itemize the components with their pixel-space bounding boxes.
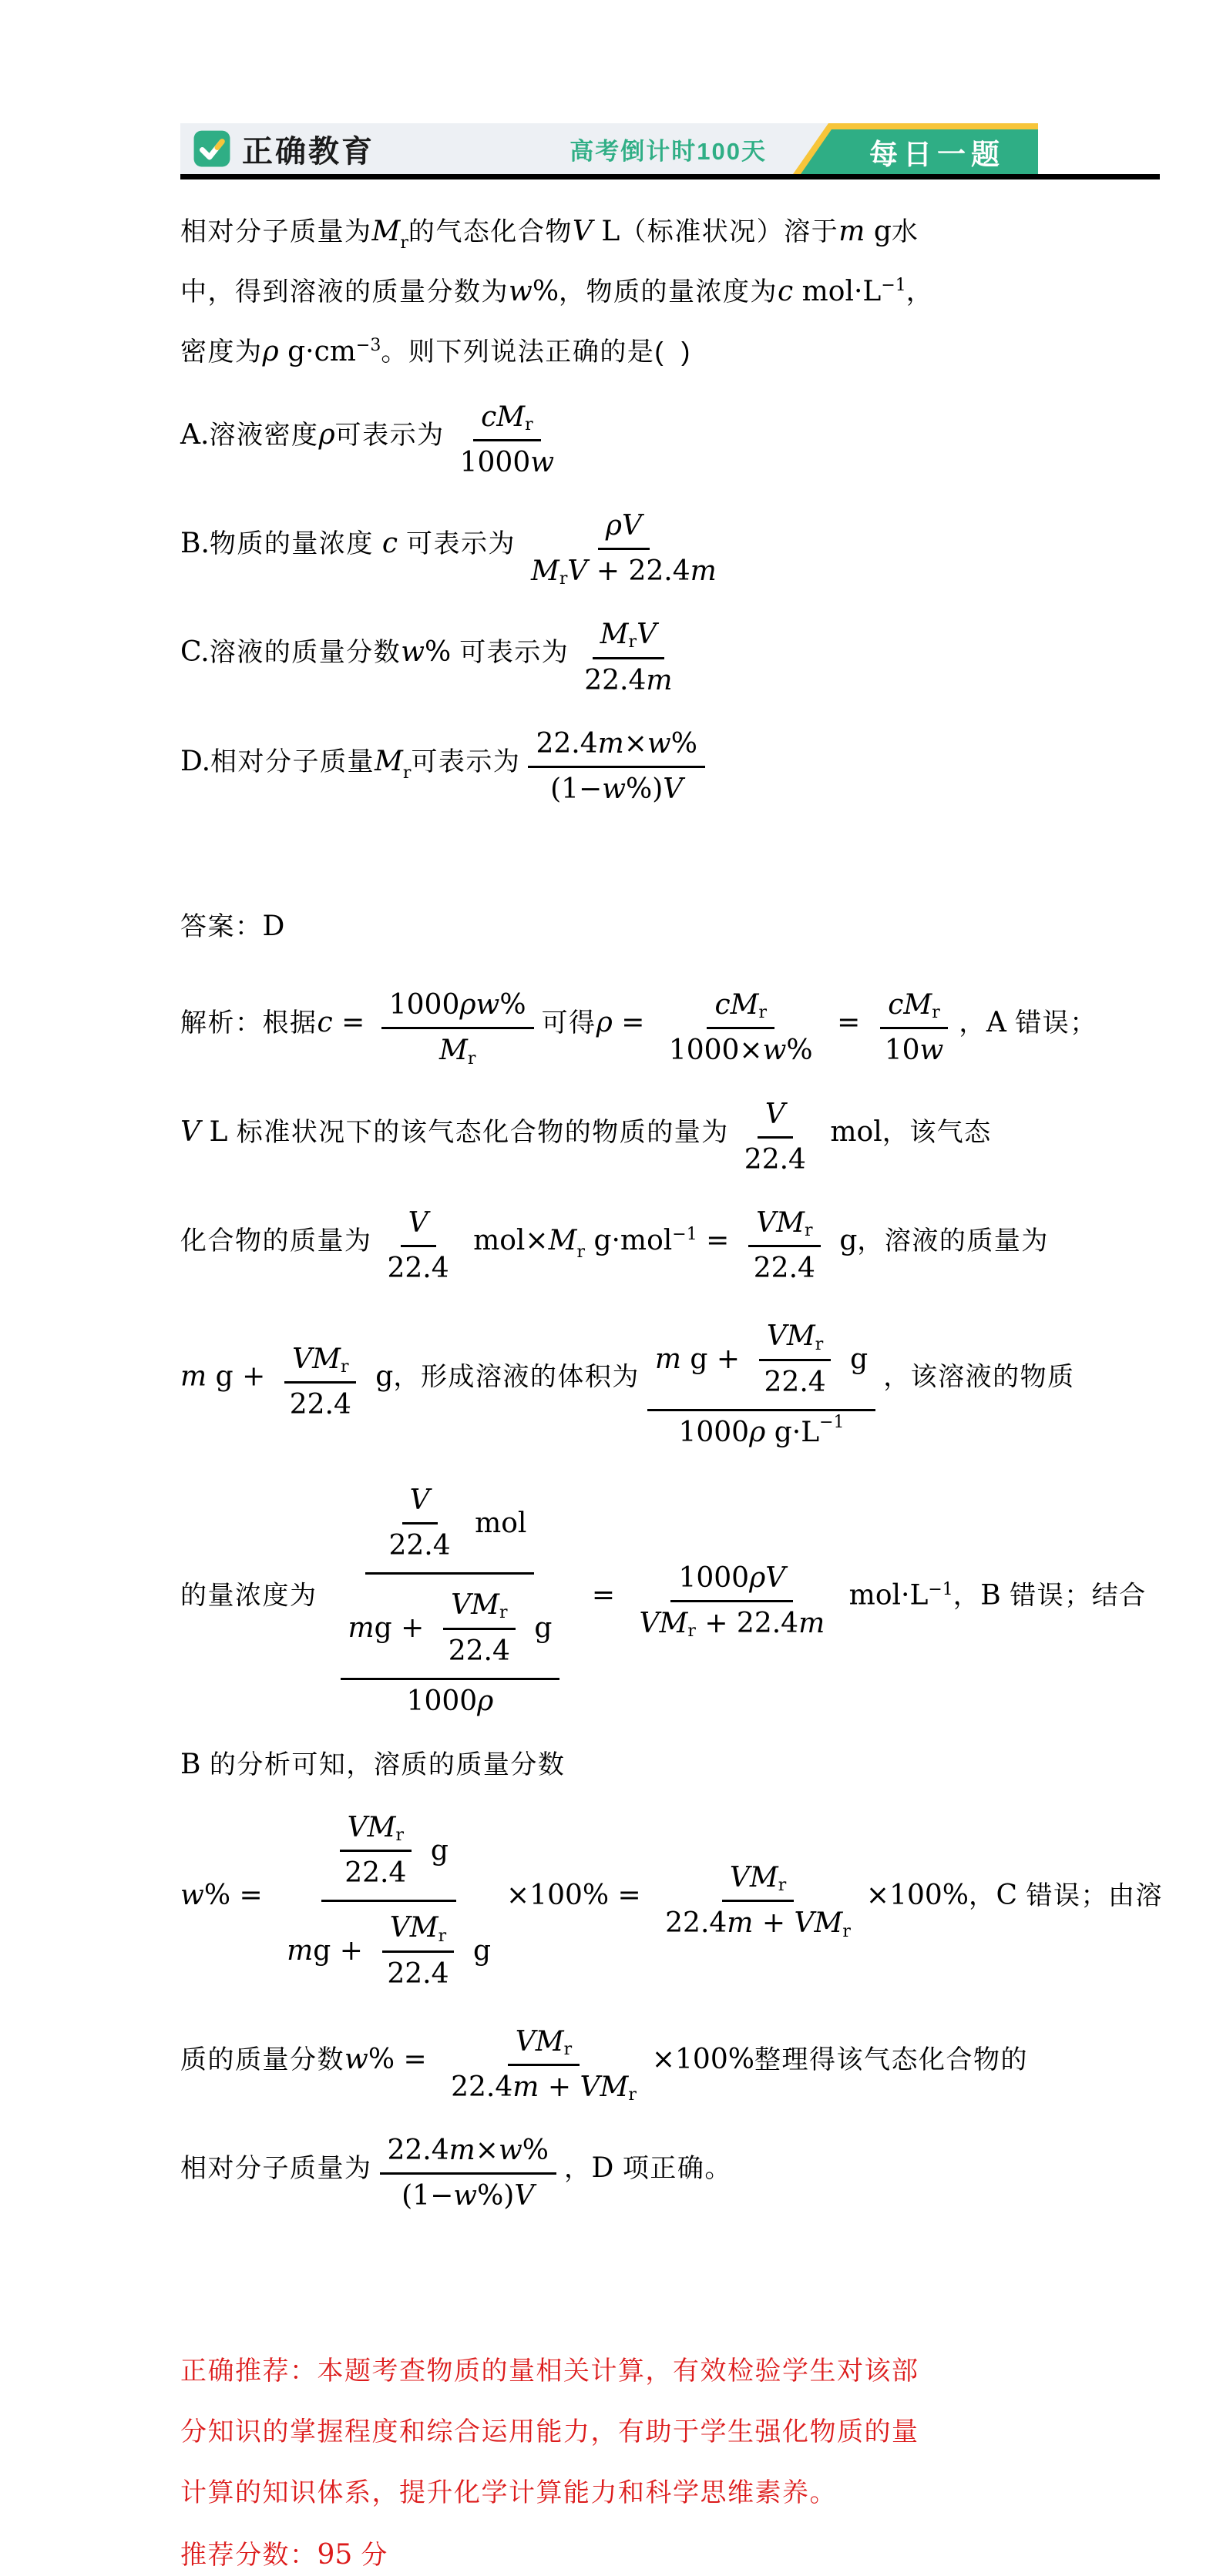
question-line <box>180 332 1049 372</box>
text-segment: 的量浓度为 <box>180 1581 318 1611</box>
text-segment: r <box>559 569 568 589</box>
text-segment: 22.4 <box>289 1389 351 1421</box>
text-segment: 水 <box>891 217 919 247</box>
text-segment: 物质的量浓度 <box>209 528 382 558</box>
text-segment: V <box>764 1098 785 1130</box>
text-segment: M <box>786 1320 815 1353</box>
text-segment: V <box>639 1607 660 1639</box>
text-segment: M <box>600 2071 629 2103</box>
text-segment: r <box>687 1622 696 1642</box>
text-segment: −1 <box>881 276 906 296</box>
text-segment: (1− <box>550 773 603 805</box>
text-segment: M <box>814 1907 843 1940</box>
text-segment: V <box>572 216 593 247</box>
text-segment: 22.4 <box>388 1530 451 1562</box>
text-segment: w <box>475 989 500 1021</box>
text-segment: r <box>628 632 637 652</box>
text-segment: V <box>389 1912 410 1944</box>
text-segment: M <box>438 1035 468 1067</box>
fraction <box>341 1579 560 1723</box>
text-segment: m <box>646 664 673 696</box>
text-segment: % = <box>203 1880 272 1912</box>
text-segment: 22.4 <box>764 1366 826 1398</box>
text-segment: 22.4 <box>344 1857 407 1890</box>
text-segment: w <box>602 773 627 805</box>
text-segment: m <box>449 2135 475 2167</box>
text-segment: ×100% <box>865 1880 969 1912</box>
text-segment: r <box>467 1048 476 1068</box>
text-segment: × <box>623 727 647 760</box>
text-segment: M <box>496 401 526 433</box>
text-segment: r <box>395 1826 404 1846</box>
text-segment: % <box>670 727 697 760</box>
text-segment: ρ <box>596 1007 613 1039</box>
text-segment: m <box>348 1612 375 1644</box>
text-segment: −1 <box>928 1579 953 1599</box>
text-segment: m <box>727 1907 754 1940</box>
options-line <box>180 719 1049 814</box>
fraction <box>282 1338 359 1427</box>
text-segment: 可表示为 <box>398 528 516 558</box>
text-segment: m <box>512 2071 539 2103</box>
analysis-line <box>180 1199 1049 1293</box>
text-segment: g + <box>207 1360 274 1393</box>
text-segment: V <box>347 1812 368 1844</box>
text-segment: 中，得到溶液的质量分数为 <box>180 277 509 307</box>
text-segment: r <box>842 1921 851 1941</box>
fraction <box>877 984 952 1072</box>
fraction <box>757 1315 834 1404</box>
text-segment: ρ <box>605 509 622 542</box>
text-segment: g + <box>680 1343 749 1375</box>
text-segment: w <box>453 2180 478 2212</box>
text-segment: r <box>438 1926 447 1946</box>
text-segment: C <box>996 1880 1026 1912</box>
text-segment: r <box>400 233 408 253</box>
text-segment: 分 <box>352 2541 388 2571</box>
text-segment: ρ <box>749 1561 766 1594</box>
text-segment: B <box>980 1579 1010 1612</box>
text-segment: M <box>600 619 629 651</box>
text-segment: m <box>654 1343 681 1375</box>
text-segment: 22.4 <box>387 2135 449 2167</box>
text-segment: ρ <box>318 418 335 451</box>
text-segment: g <box>841 1343 869 1375</box>
text-segment: A <box>986 1007 1016 1039</box>
analysis-line <box>180 1090 1049 1185</box>
text-segment: 22.4 <box>584 664 647 696</box>
text-segment: 项正确。 <box>622 2154 732 2184</box>
text-segment: V <box>409 1484 430 1516</box>
text-segment: 22.4 <box>753 1253 815 1285</box>
text-segment: 标准状况下的该气态化合物的物质的量为 <box>236 1117 729 1147</box>
text-segment: V <box>766 1320 787 1353</box>
text-segment: m <box>690 555 717 588</box>
text-segment: 整理得该气态化合物的 <box>754 2044 1028 2075</box>
fraction <box>657 1857 858 1945</box>
text-segment: L <box>592 216 620 247</box>
text-segment: 可表示为 <box>451 638 570 668</box>
text-segment: r <box>932 1003 940 1023</box>
brand-check-icon <box>193 129 231 168</box>
score-line <box>180 2535 1049 2575</box>
text-segment: −1 <box>672 1224 697 1244</box>
text-segment: g + <box>374 1612 433 1644</box>
text-segment: + 22.4 <box>587 555 690 588</box>
question-block <box>180 212 1049 373</box>
text-segment: c <box>317 1007 333 1039</box>
text-segment: −3 <box>355 336 381 356</box>
text-segment: M <box>659 1607 688 1639</box>
countdown-text: 高考倒计时100天 <box>570 137 767 165</box>
text-segment: mol·L <box>840 1579 929 1612</box>
text-segment: ，该气态 <box>882 1117 992 1147</box>
text-segment: 推荐分数： <box>180 2541 318 2571</box>
text-segment: 1000 <box>406 1685 478 1717</box>
header-banner <box>180 123 1038 174</box>
text-segment: ，形成溶液的体积为 <box>393 1362 640 1392</box>
text-segment: %) <box>626 773 664 805</box>
text-segment: 可得 <box>541 1008 596 1038</box>
daily-question-badge <box>793 123 1038 174</box>
text-segment: ρ <box>459 989 476 1021</box>
text-segment: 22.4 <box>744 1143 806 1176</box>
text-segment: 1000 <box>459 446 531 478</box>
text-segment: D <box>262 911 285 943</box>
text-segment: D. <box>180 745 211 777</box>
fraction <box>443 2021 644 2109</box>
options-block <box>180 393 1049 815</box>
text-segment: 可表示为 <box>411 746 521 776</box>
text-segment: g <box>464 1935 491 1967</box>
text-segment: r <box>563 2039 573 2059</box>
fraction <box>380 2129 557 2218</box>
text-segment: = <box>332 1007 374 1039</box>
text-segment: ，该溶液的物质 <box>883 1362 1075 1392</box>
text-segment: 1000 <box>678 1416 750 1448</box>
fraction <box>380 1202 457 1290</box>
text-segment: 10 <box>884 1035 920 1067</box>
text-segment: r <box>778 1876 787 1896</box>
text-segment: % <box>425 636 452 669</box>
text-segment: r <box>805 1221 813 1241</box>
text-segment: 1000 <box>678 1561 750 1594</box>
text-segment: 。则下列说法正确的是( ) <box>381 337 691 367</box>
text-segment: % <box>522 2135 549 2167</box>
text-segment: r <box>340 1357 349 1377</box>
recommendation-line <box>180 2353 1049 2390</box>
text-segment: r <box>815 1334 824 1354</box>
text-segment: % <box>532 276 559 308</box>
text-segment: C. <box>180 636 210 669</box>
text-segment: 相对分子质量 <box>210 746 375 776</box>
recommendation-line <box>180 2474 1049 2512</box>
fraction <box>528 723 705 811</box>
text-segment: m <box>180 1360 207 1393</box>
text-segment: r <box>628 2085 637 2105</box>
answer-line <box>180 907 1049 947</box>
text-segment: m <box>838 216 865 247</box>
fraction <box>661 984 821 1072</box>
text-segment: r <box>576 1242 585 1262</box>
text-segment: r <box>402 763 412 783</box>
text-segment: 22.4 <box>451 2071 513 2103</box>
analysis-line <box>180 981 1097 1075</box>
text-segment: m <box>287 1935 314 1967</box>
fraction <box>379 1907 456 1995</box>
text-segment: m <box>798 1607 825 1639</box>
text-segment: ，物质的量浓度为 <box>559 277 778 307</box>
text-segment: B <box>180 1748 210 1780</box>
text-segment: c <box>888 989 904 1021</box>
options-line <box>180 501 1049 596</box>
text-segment: M <box>776 1207 805 1239</box>
header-divider <box>180 174 1160 179</box>
text-segment: 分知识的掌握程度和综合运用能力，有助于学生强化物质的量 <box>180 2417 919 2447</box>
text-segment: + <box>539 2071 580 2103</box>
document-content <box>180 212 1163 2576</box>
text-segment: w <box>762 1035 787 1067</box>
text-segment: V <box>514 2180 535 2212</box>
text-segment: + 22.4 <box>695 1607 799 1639</box>
text-segment: 解析：根据 <box>180 1008 318 1038</box>
text-segment: 密度为 <box>180 337 263 367</box>
text-segment: 22.4 <box>536 727 598 760</box>
text-segment: = <box>583 1579 624 1612</box>
options-line <box>180 393 1049 488</box>
analysis-line <box>180 1745 1049 1785</box>
text-segment: ，溶液的质量为 <box>857 1226 1049 1256</box>
text-segment: ， <box>969 1881 996 1911</box>
analysis-line <box>180 1799 1163 2004</box>
text-segment: % <box>786 1035 813 1067</box>
text-segment: V <box>515 2025 536 2058</box>
text-segment: c <box>381 527 398 559</box>
text-segment: 22.4 <box>448 1635 510 1667</box>
badge-label: 每日一题 <box>869 139 1005 170</box>
text-segment: g·L <box>765 1416 820 1448</box>
analysis-line <box>180 2018 1049 2112</box>
text-segment: B. <box>180 527 210 559</box>
text-segment: V <box>408 1207 428 1239</box>
text-segment: w <box>919 1035 944 1067</box>
fraction <box>631 1557 832 1645</box>
text-segment: 1000× <box>668 1035 763 1067</box>
text-segment: M <box>530 555 559 588</box>
text-segment: M <box>409 1912 438 1944</box>
text-segment: g <box>422 1834 449 1867</box>
text-segment: mol <box>465 1507 527 1539</box>
text-segment: 化合物的质量为 <box>180 1226 372 1256</box>
text-segment: V <box>567 555 588 588</box>
fraction <box>381 984 534 1072</box>
text-segment: M <box>371 216 401 247</box>
text-segment: w <box>344 2043 368 2075</box>
text-segment: 错误；结合 <box>1010 1581 1147 1611</box>
text-segment: %) <box>477 2180 515 2212</box>
text-segment: ρ <box>477 1685 494 1717</box>
fraction <box>441 1584 518 1672</box>
text-segment: M <box>312 1343 341 1375</box>
text-segment: ×100% = <box>506 1880 650 1912</box>
text-segment: ， <box>905 277 934 307</box>
fraction <box>576 613 680 702</box>
fraction <box>279 1802 499 2001</box>
text-segment: M <box>367 1812 396 1844</box>
answer-block <box>180 907 1049 947</box>
text-segment: 的分析可知，溶质的质量分数 <box>209 1749 566 1779</box>
text-segment: c <box>778 276 794 308</box>
text-segment: M <box>375 745 403 777</box>
text-segment: 相对分子质量为 <box>180 217 372 247</box>
text-segment: V <box>756 1207 777 1239</box>
text-segment: 22.4 <box>665 1907 727 1940</box>
text-segment: 1000 <box>388 989 460 1021</box>
analysis-line <box>180 1471 1147 1731</box>
brand-title: 正确教育 <box>242 134 375 169</box>
text-segment: M <box>730 989 759 1021</box>
fraction <box>381 1479 458 1568</box>
text-segment: ， <box>953 1581 981 1611</box>
text-segment: mol× <box>464 1224 549 1256</box>
options-line <box>180 610 1049 705</box>
analysis-line <box>180 2126 1049 2221</box>
recommendation-line <box>180 2413 1049 2451</box>
text-segment: 错误；由溶 <box>1026 1881 1163 1911</box>
text-segment: V <box>580 2071 600 2103</box>
text-segment: 22.4 <box>387 1957 449 1990</box>
text-segment: A. <box>180 418 210 451</box>
text-segment: 计算的知识体系，提升化学计算能力和科学思维素养。 <box>180 2478 837 2508</box>
fraction <box>737 1093 814 1182</box>
text-segment: ρ <box>262 336 279 368</box>
text-segment: V <box>292 1343 313 1375</box>
fraction <box>452 396 562 485</box>
text-segment: L <box>200 1115 237 1148</box>
text-segment: 正确推荐：本题考查物质的量相关计算，有效检验学生对该部 <box>180 2356 919 2386</box>
recommendation-block <box>180 2353 1049 2513</box>
text-segment: w <box>498 2135 522 2167</box>
text-segment: c <box>714 989 731 1021</box>
text-segment: ， <box>564 2154 592 2184</box>
text-segment: = <box>828 1007 869 1039</box>
fraction <box>746 1202 823 1290</box>
text-segment: （标准状况）溶于 <box>620 217 839 247</box>
question-line <box>180 212 1049 252</box>
text-segment: g <box>830 1224 858 1256</box>
text-segment: 溶液的质量分数 <box>209 638 402 668</box>
text-segment: 错误； <box>1015 1008 1097 1038</box>
question-line <box>180 272 1049 312</box>
text-segment: 质的质量分数 <box>180 2044 344 2075</box>
text-segment: g·mol <box>585 1224 673 1256</box>
text-segment: r <box>525 414 533 434</box>
fraction <box>647 1310 875 1454</box>
text-segment: ρ <box>749 1416 766 1448</box>
text-segment: c <box>481 401 497 433</box>
text-segment: w <box>401 636 425 669</box>
text-segment: % <box>499 989 526 1021</box>
text-segment: (1− <box>402 2180 454 2212</box>
text-segment: mol·L <box>793 276 882 308</box>
text-segment: r <box>499 1603 508 1623</box>
text-segment: V <box>765 1561 786 1594</box>
text-segment: w <box>509 276 533 308</box>
text-segment: V <box>729 1862 750 1894</box>
text-segment: V <box>663 773 684 805</box>
text-segment: g <box>366 1360 394 1393</box>
text-segment: × <box>475 2135 499 2167</box>
text-segment: M <box>471 1589 499 1622</box>
text-segment: % = <box>368 2043 436 2075</box>
text-segment: ， <box>959 1008 986 1038</box>
text-segment: 溶液密度 <box>209 420 319 450</box>
text-segment: M <box>749 1862 778 1894</box>
text-segment: 相对分子质量为 <box>180 2154 372 2184</box>
text-segment: M <box>548 1224 577 1256</box>
analysis-block <box>180 981 1163 2221</box>
text-segment: 95 <box>317 2539 353 2571</box>
text-segment: ×100% <box>651 2043 754 2075</box>
text-segment: −1 <box>819 1412 845 1432</box>
text-segment: 答案： <box>180 912 263 942</box>
text-segment: 可表示为 <box>334 420 445 450</box>
text-segment: V <box>180 1115 200 1148</box>
score-block <box>180 2535 1049 2575</box>
text-segment: w <box>647 727 671 760</box>
text-segment: g <box>525 1612 553 1644</box>
text-segment: w <box>530 446 555 478</box>
text-segment: M <box>903 989 932 1021</box>
text-segment: m <box>597 727 624 760</box>
text-segment: = <box>612 1007 653 1039</box>
text-segment: 的气态化合物 <box>408 217 573 247</box>
text-segment: g·cm <box>278 336 356 368</box>
text-segment: w <box>180 1880 204 1912</box>
text-segment: g + <box>313 1935 372 1967</box>
text-segment: V <box>794 1907 815 1940</box>
text-segment: M <box>535 2025 564 2058</box>
text-segment: + <box>753 1907 795 1940</box>
text-segment: 22.4 <box>387 1253 449 1285</box>
text-segment: mol <box>821 1115 882 1148</box>
fraction <box>523 505 724 593</box>
text-segment: = <box>697 1224 738 1256</box>
text-segment: V <box>621 509 642 542</box>
text-segment: V <box>637 619 657 651</box>
analysis-line <box>180 1307 1075 1457</box>
text-segment: D <box>591 2152 623 2185</box>
fraction <box>325 1474 576 1728</box>
text-segment: r <box>758 1003 768 1023</box>
text-segment: V <box>451 1589 472 1622</box>
text-segment: g <box>865 216 892 247</box>
fraction <box>337 1806 414 1895</box>
